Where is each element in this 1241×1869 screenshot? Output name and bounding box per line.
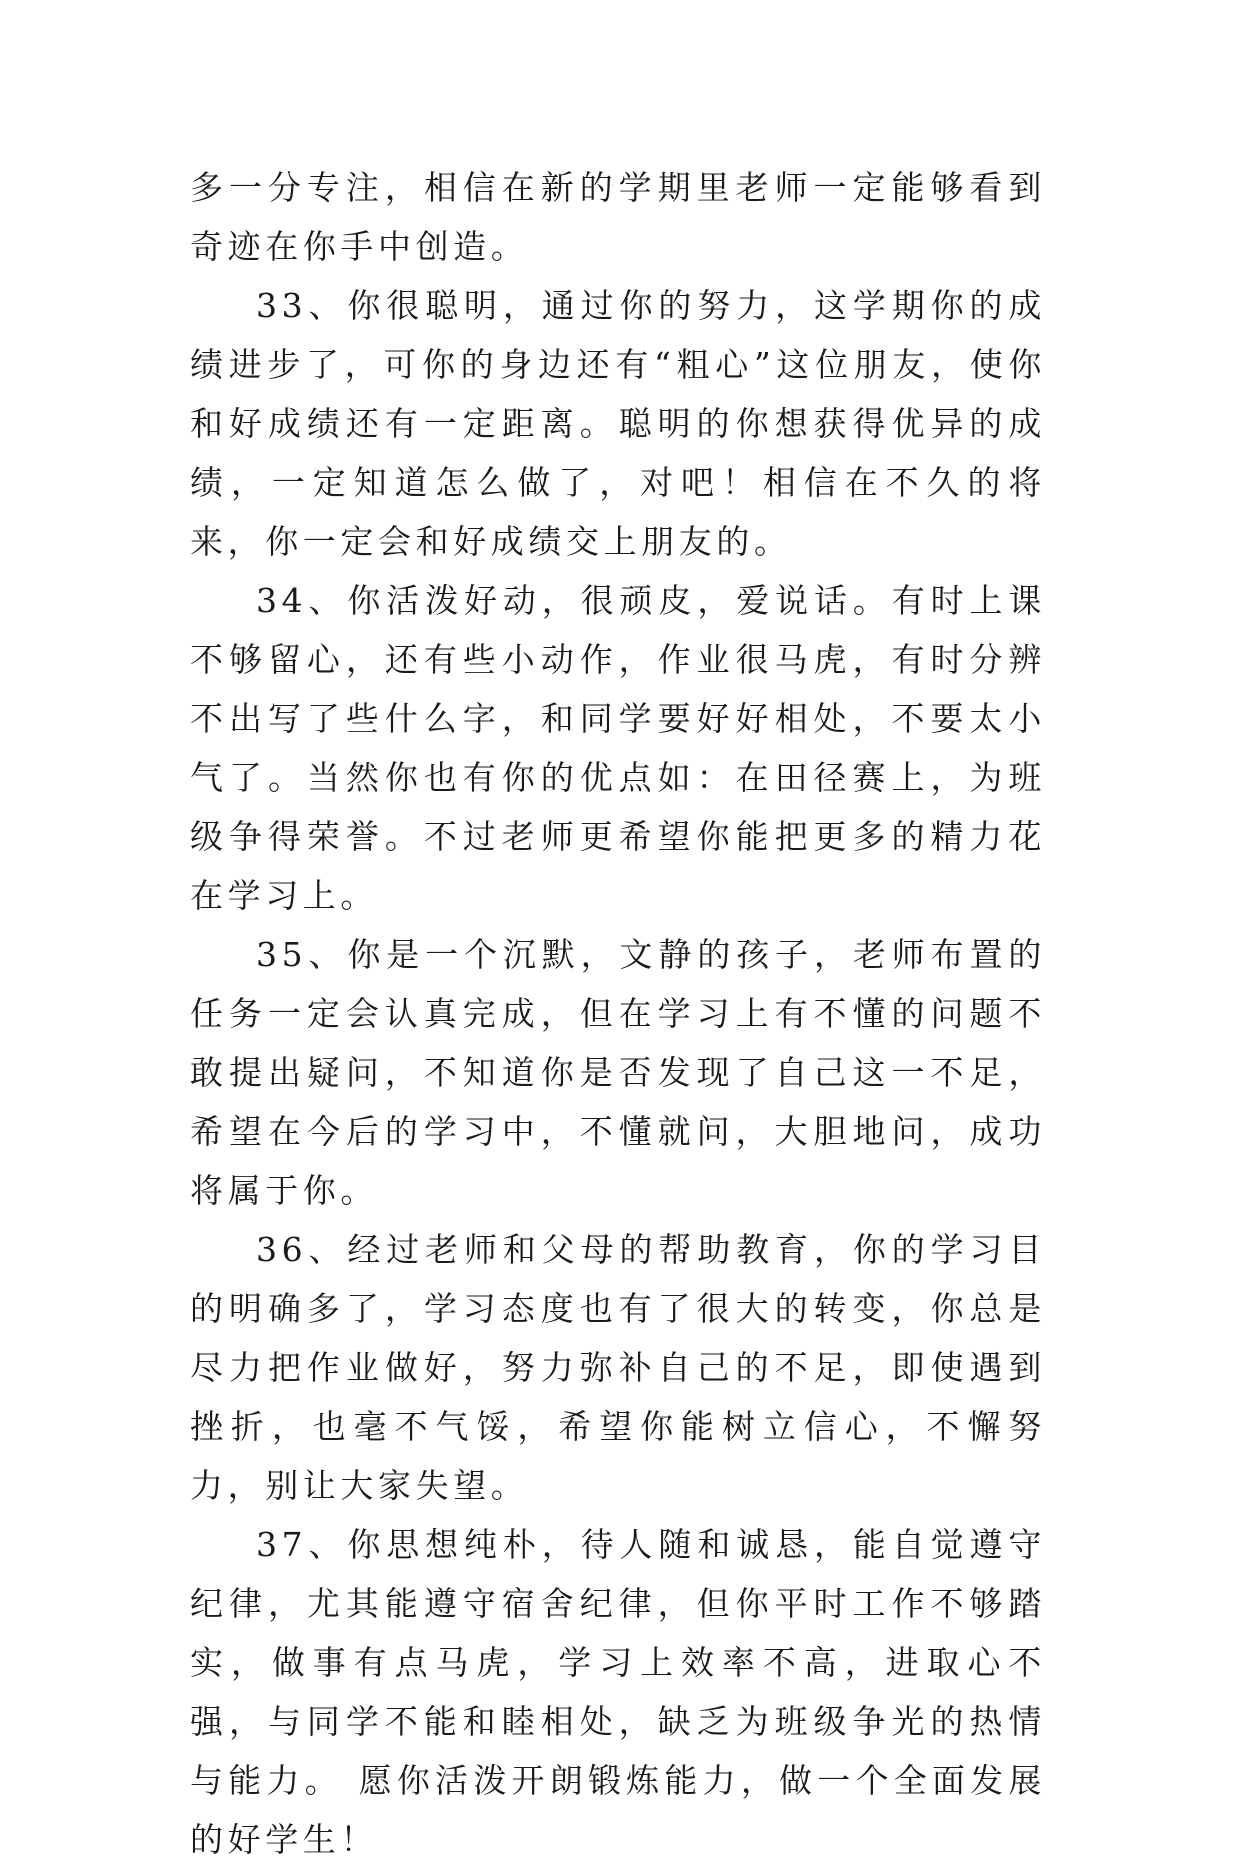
paragraph-34: 34、你活泼好动，很顽皮，爱说话。有时上课不够留心，还有些小动作，作业很马虎，有时分辨不出写了些什么字，和同学要好好相处，不要太小气了。当然你也有你的优点如：在田径赛上，为班级争得荣誉。不过老师更希望你能把更多的精力花在学习上。 [190, 581, 1046, 915]
document-body [190, 158, 1046, 1869]
paragraph-36: 36、经过老师和父母的帮助教育，你的学习目的明确多了，学习态度也有了很大的转变，你总是尽力把作业做好，努力弥补自己的不足，即使遇到挫折，也毫不气馁，希望你能树立信心，不懈努力，别让大家失望。 [190, 1230, 1046, 1505]
paragraph-continuation: 多一分专注，相信在新的学期里老师一定能够看到奇迹在你手中创造。 [190, 168, 1046, 266]
paragraph-35: 35、你是一个沉默，文静的孩子，老师布置的任务一定会认真完成，但在学习上有不懂的问题不敢提出疑问，不知道你是否发现了自己这一不足，希望在今后的学习中，不懂就问，大胆地问，成功将属于你。 [190, 935, 1046, 1210]
paragraph-33: 33、你很聪明，通过你的努力，这学期你的成绩进步了，可你的身边还有“粗心”这位朋友，使你和好成绩还有一定距离。聪明的你想获得优异的成绩，一定知道怎么做了，对吧！相信在不久的将来，你一定会和好成绩交上朋友的。 [190, 286, 1046, 561]
paragraph-37: 37、你思想纯朴，待人随和诚恳，能自觉遵守纪律，尤其能遵守宿舍纪律，但你平时工作不够踏实，做事有点马虎，学习上效率不高，进取心不强，与同学不能和睦相处，缺乏为班级争光的热情与能力。 愿你活泼开朗锻炼能力，做一个全面发展的好学生！ [190, 1525, 1046, 1859]
